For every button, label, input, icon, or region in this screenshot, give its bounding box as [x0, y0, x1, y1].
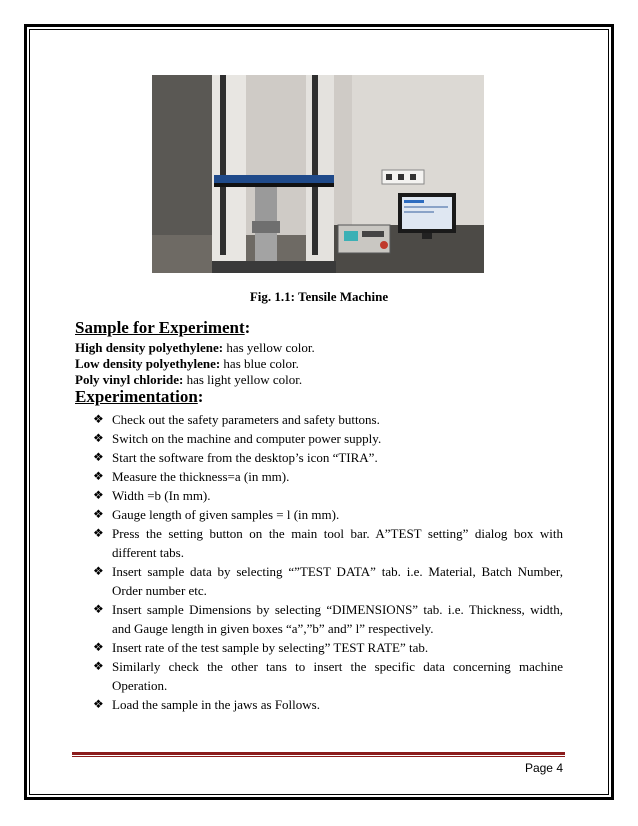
step-text: Gauge length of given samples = l (in mm). — [112, 507, 340, 522]
list-item — [93, 410, 563, 429]
sample-desc: has yellow color. — [223, 340, 315, 355]
experimentation-steps-list — [93, 410, 563, 714]
diamond-bullet-icon: ❖ — [93, 450, 104, 464]
sample-line-hdpe — [75, 340, 315, 356]
step-text: Press the setting button on the main tool bar. A”TEST setting” dialog box with different tabs. — [112, 526, 563, 560]
diamond-bullet-icon: ❖ — [93, 412, 104, 426]
diamond-bullet-icon: ❖ — [93, 488, 104, 502]
diamond-bullet-icon: ❖ — [93, 469, 104, 483]
list-item — [93, 505, 563, 524]
diamond-bullet-icon: ❖ — [93, 697, 104, 711]
diamond-bullet-icon: ❖ — [93, 564, 104, 578]
list-item — [93, 486, 563, 505]
list-item — [93, 695, 563, 714]
list-item — [93, 467, 563, 486]
tensile-machine-photo — [152, 75, 484, 273]
sample-term: High density polyethylene: — [75, 340, 224, 355]
step-text: Insert sample data by selecting “”TEST DATA” tab. i.e. Material, Batch Number, Order number etc. — [112, 564, 563, 598]
experimentation-heading-text: Experimentation — [75, 387, 198, 406]
sample-line-pvc — [75, 372, 302, 388]
list-item — [93, 600, 563, 638]
footer-rule-thick — [72, 752, 565, 755]
list-item — [93, 638, 563, 657]
sample-desc: has light yellow color. — [183, 372, 303, 387]
step-text: Width =b (In mm). — [112, 488, 211, 503]
diamond-bullet-icon: ❖ — [93, 659, 104, 673]
sample-heading-colon: : — [244, 318, 251, 337]
list-item — [93, 657, 563, 695]
diamond-bullet-icon: ❖ — [93, 526, 104, 540]
step-text: Load the sample in the jaws as Follows. — [112, 697, 320, 712]
step-text: Insert rate of the test sample by selecting” TEST RATE” tab. — [112, 640, 429, 655]
experimentation-heading-colon: : — [197, 387, 204, 406]
sample-term: Poly vinyl chloride: — [75, 372, 184, 387]
sample-heading — [75, 318, 250, 338]
sample-term: Low density polyethylene: — [75, 356, 221, 371]
step-text: Measure the thickness=a (in mm). — [112, 469, 290, 484]
step-text: Similarly check the other tans to insert the specific data concerning machine Operation. — [112, 659, 563, 693]
list-item — [93, 524, 563, 562]
sample-heading-text: Sample for Experiment — [75, 318, 245, 337]
diamond-bullet-icon: ❖ — [93, 507, 104, 521]
footer-rule-thin — [72, 756, 565, 757]
sample-line-ldpe — [75, 356, 299, 372]
experimentation-heading — [75, 387, 203, 407]
diamond-bullet-icon: ❖ — [93, 640, 104, 654]
sample-desc: has blue color. — [220, 356, 299, 371]
step-text: Start the software from the desktop’s icon “TIRA”. — [112, 450, 378, 465]
diamond-bullet-icon: ❖ — [93, 602, 104, 616]
step-text: Check out the safety parameters and safety buttons. — [112, 412, 380, 427]
diamond-bullet-icon: ❖ — [93, 431, 104, 445]
page-number: Page 4 — [524, 761, 563, 775]
list-item — [93, 562, 563, 600]
step-text: Insert sample Dimensions by selecting “DIMENSIONS” tab. i.e. Thickness, width, and Gauge length in given boxes “a”,”b” and” l” respectively. — [112, 602, 563, 636]
step-text: Switch on the machine and computer power supply. — [112, 431, 382, 446]
list-item — [93, 429, 563, 448]
figure-caption: Fig. 1.1: Tensile Machine — [249, 289, 389, 304]
list-item — [93, 448, 563, 467]
